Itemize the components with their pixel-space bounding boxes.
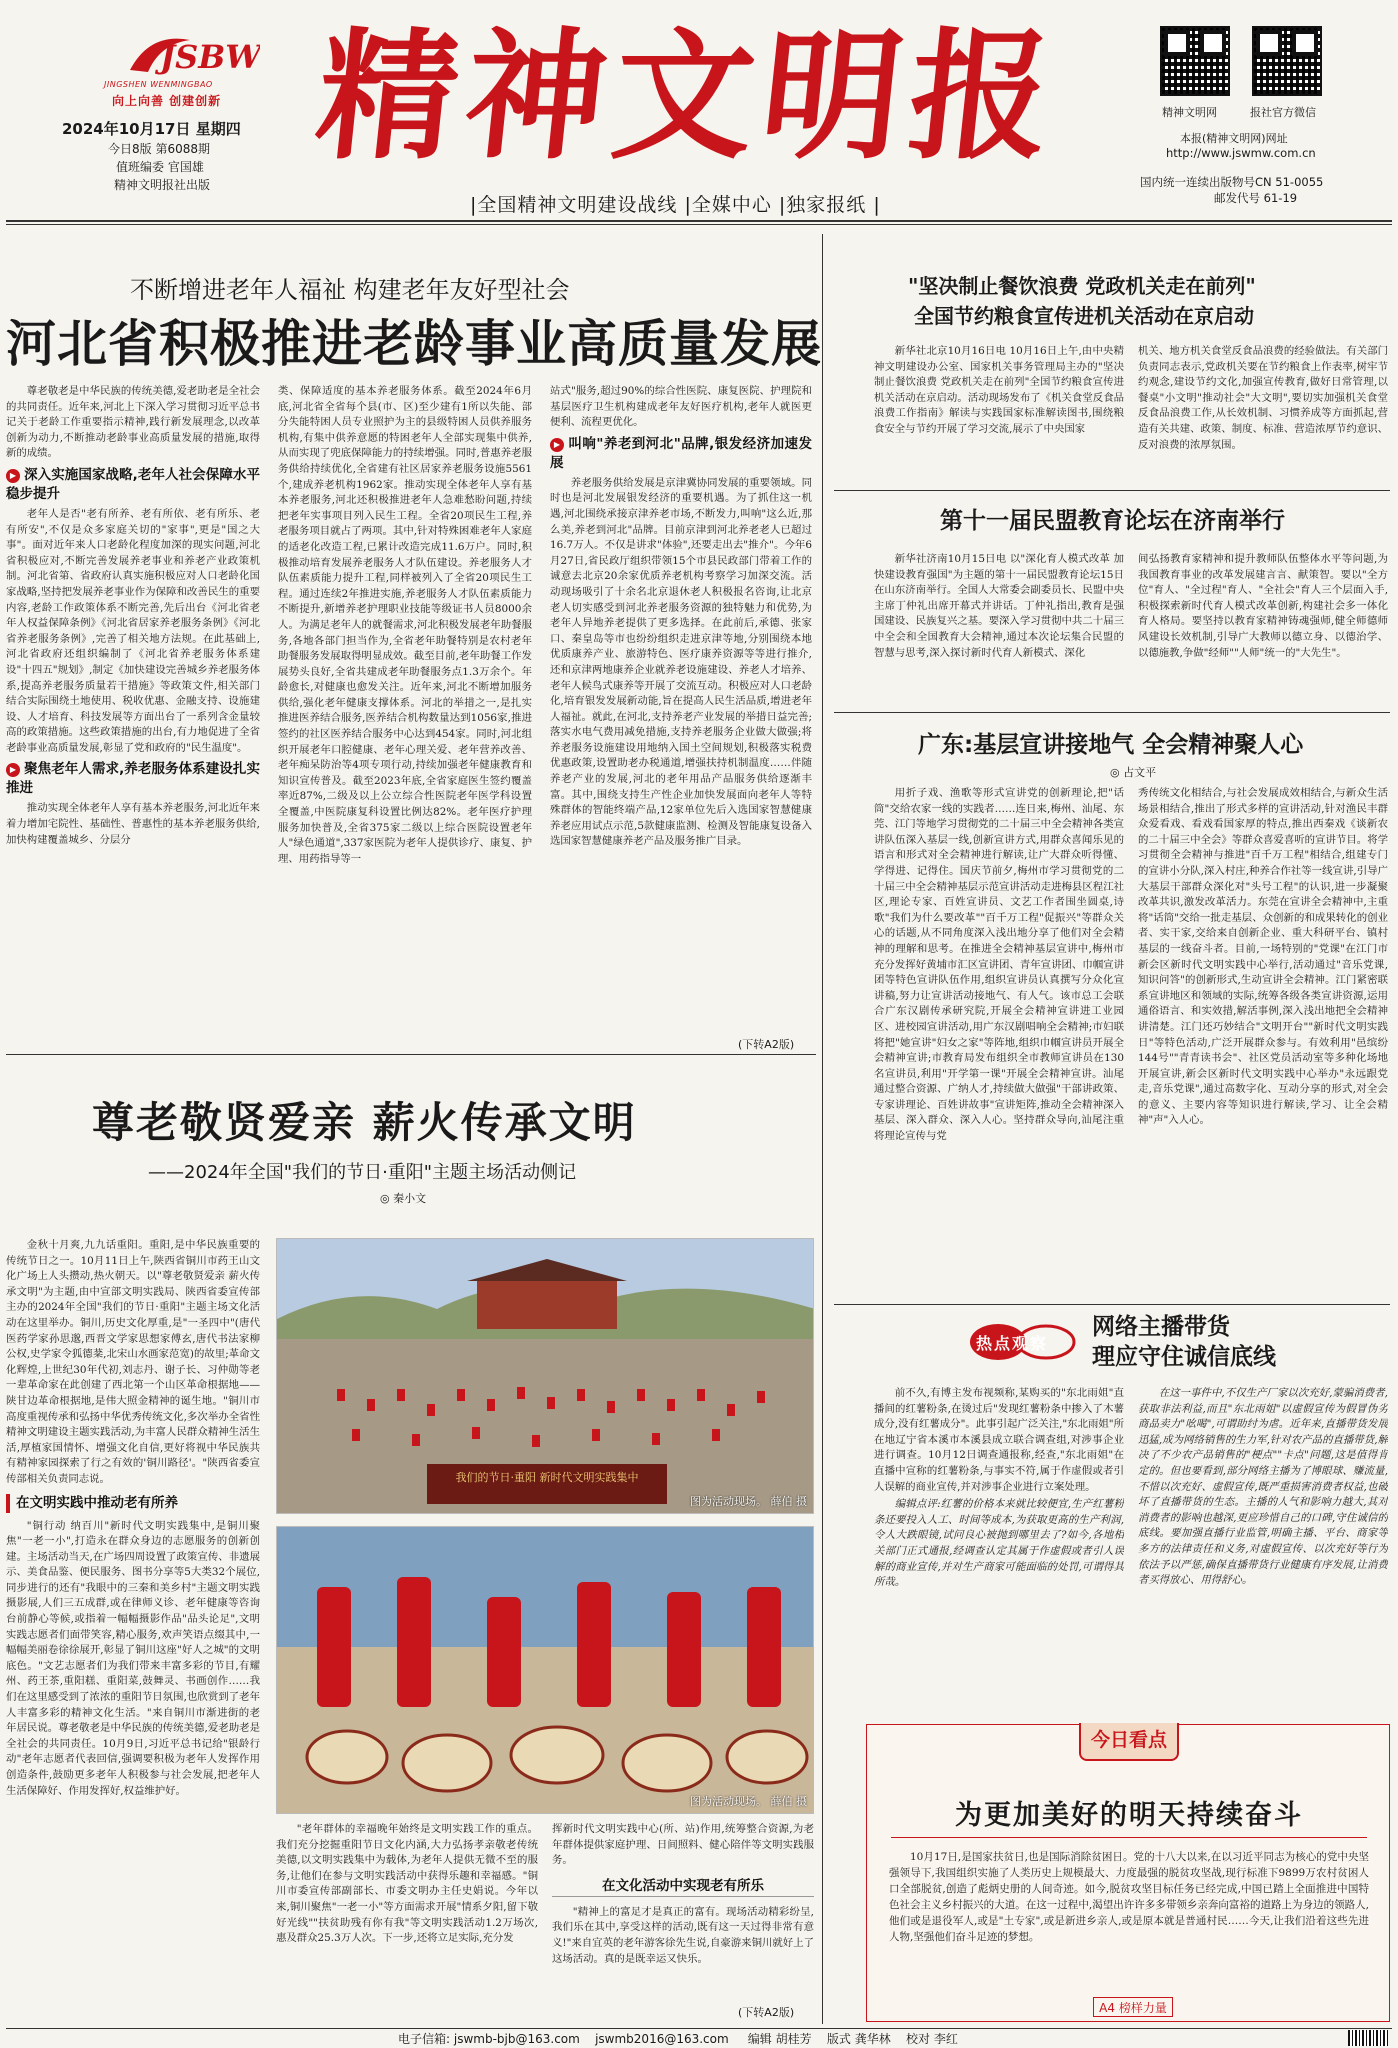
hot-headline-line1: 网络主播带货 bbox=[1092, 1314, 1230, 1340]
website-label: 本报(精神文明网)网址 bbox=[1180, 132, 1288, 145]
qr1-label: 精神文明网 bbox=[1162, 106, 1217, 119]
right3-column-2 bbox=[1138, 786, 1388, 1298]
slogan: 向上向善 创建创新 bbox=[112, 94, 222, 108]
feature-paragraph: "老年群体的幸福晚年始终是文明实践工作的重点。我们充分挖掘重阳节日文化内涵,大力弘扬孝亲敬老传统美德,以文明实践集中为载体,为老年人提供无微不至的服务,让他们在参与文明实践活动中获得乐趣和幸福感。"铜川市委宣传部副部长、市委文明办主任史娟说。今年以来,铜川聚焦"一老一小"等方面需求开展"情系夕阳,留下敬好光线""扶贫助残有你有我"等文明实践活动1.2万场次,惠及群众25.3万人次。下一步,还将立足实际,充分发 bbox=[276, 1823, 538, 1945]
duty-editor: 值班编委 官国雄 bbox=[116, 160, 204, 174]
column-divider bbox=[822, 234, 823, 2024]
right1-headline: 全国节约粮食宣传进机关活动在京启动 bbox=[914, 304, 1254, 328]
hot-paragraph: 在这一事件中,不仅生产厂家以次充好,蒙骗消费者,获取非法利益,而且"东北雨姐"以虚假宣传为假冒伪劣商品卖力"吆喝",可谓助纣为虐。近年来,直播带货发展迅猛,成为网络销售的生力军,针对农产品的直播带货,解决了不少农产品销售的"梗点""卡点"问题,这是值得肯定的。但也要看到,部分网络主播为了博眼球、赚流量,不惜以次充好、虚假宣传,既严重损害消费者权益,也破坏了直播带货的生态。主播的人气和影响力越大,其对消费者的影响也越深,更应珍惜自己的口碑,守住诚信的底线。要加强直播行业监管,明确主播、平台、商家等多方的法律责任和义务,对虚假宣传、以次充好等行为依法予以严惩,确保直播带货行业健康有序发展,让消费者买得放心、用得舒心。 bbox=[1138, 1387, 1388, 1587]
lead-subheading bbox=[550, 435, 812, 473]
right3-paragraph: 秀传统文化相结合,与社会发展成效相结合,与新众生活场景相结合,推出了形式多样的宣讲活动,针对渔民丰群众爱看戏、看戏看国家厚的特点,推出西秦戏《谈新农的二十届三中全会》等群众喜爱喜听的宣讲节目。将学习贯彻全会精神与推进"百千万工程"相结合,组建专门的宣讲小分队,深入村庄,种养合作社等一线宣讲,引导广大基层干部群众深化对"头号工程"的认识,进一步凝聚改革共识,激发改革活力。东莞在宣讲全会精神中,主重将"话筒"交给一批走基层、众创新的和成果转化的创业者、实干家,交给来自创新企业、重大科研平台、镇村基层的一线奋斗者。目前,一场特别的"党课"在江门市新会区新时代文明实践中心举行,活动通过"音乐党课,知识问答"的创新形式,生动宣讲全会精神。江门紧密联系宣讲地区和领域的实际,统筹各级各类宣讲资源,运用通俗语言、和实效措,解活事例,深入浅出地把全会精神讲清楚。江门还巧妙结合"文明开台""新时代文明实践日"等特色活动,广泛开展群众参与。有效利用"邑缤纷144号""青青读书会"、社区党员活动室等多种化场地开展宣讲,新会区新时代文明实践中心举办"永远跟党走,音乐党课",通过高数字化、互动分享的形式,对全会的意义、主要内容等知识进行解读,学习、让全会精神"声"入人心。 bbox=[1138, 787, 1388, 1127]
right2-paragraph: 新华社济南10月15日电 以"深化育人模式改革 加快建设教育强国"为主题的第十一届民盟教育论坛15日在山东济南举行。全国人大常委会副委员长、民盟中央主席丁仲礼出席开幕式并讲话。丁仲礼指出,教育是强国建设、民族复兴之基。要深入学习贯彻中共二十届三中全会和全国教育大会精神,通过本次论坛集合民盟的智慧与思考,深入探讨新时代育人新模式、深化 bbox=[874, 553, 1124, 659]
photo-caption: 图为活动现场。 薛伯 摄 bbox=[690, 1495, 807, 1508]
footer-editor: 胡桂芳 bbox=[775, 2032, 812, 2046]
feature-paragraph: "铜行动 纳百川"新时代文明实践集中,是铜川聚焦"一老一小",打造永在群众身边的志愿服务的创新创建。主场活动当天,在广场四周设置了政策宣传、非遗展示、美食品鉴、便民服务、图书分享等5大类32个展位,同步进行的还有"我眼中的三秦和美乡村"主题文明实践摄影展,人们三五成群,或在律师义诊、老年健康等咨询台前静心等候,或指着一幅幅摄影作品"品头论足",文明实践志愿者们面带笑容,精心服务,欢声笑语点缀其中,一幅幅美丽卷徐徐展开,彰显了铜川这座"好人之城"的文明底色。"文艺志愿者们为我们带来丰富多彩的节目,有耀州、药王茶,重阳糕、重阳菜,鼓舞灵、书画创作……我们在这里感受到了浓浓的重阳节日氛围,也欣赏到了老年人丰富多彩的精神文化生活。"来自铜川市渐进街的老年居民说。尊老敬老是中华民族的传统美德,爱老助老是全社会的共同责任。10月9日,习近平总书记给"银龄行动"老年志愿者代表回信,强调要积极为老年人发挥作用创造条件,鼓励更多老年人积极参与社会发展,把老年人生活保障好、作用发挥好,权益维护好。 bbox=[6, 1519, 260, 1797]
lead-divider bbox=[6, 1054, 816, 1055]
footer-proof-label: 校对 bbox=[906, 2032, 931, 2046]
barcode-icon bbox=[1348, 2030, 1388, 2046]
play-triangle-icon: ▶ bbox=[6, 763, 20, 777]
right1-paragraph: 新华社北京10月16日电 10月16日上午,由中央精神文明建设办公室、国家机关事务管理局主办的"坚决制止餐饮浪费 党政机关走在前列"全国节约粮食宣传进机关活动在京启动。活动现场发布了《机关食堂反食品浪费工作指南》解读与实践国家标准解读图书,围绕粮食安全与节约开展了学习交流,展示了中央国家 bbox=[874, 345, 1124, 435]
today-headline: 为更加美好的明天持续奋斗 bbox=[955, 1800, 1303, 1831]
right1-column-1 bbox=[874, 344, 1124, 480]
lead-subheading-text: 深入实施国家战略,老年人社会保障水平稳步提升 bbox=[6, 466, 260, 502]
lead-column-1 bbox=[6, 384, 260, 1052]
feature-subheading bbox=[6, 1494, 260, 1513]
right3-paragraph: 用折子戏、渔歌等形式宣讲党的创新理论,把"话筒"交给农家一线的实践者……连日来,梅州、汕尾、东莞、江门等地学习贯彻党的二十届三中全会精神各类宣讲队伍深入基层一线,创新宣讲方式,用群众喜闻乐见的语言和形式对全会精神进行解读,让广大群众听得懂、学得进、记得住。国庆节前夕,梅州市学习贯彻党的二十届三中全会精神基层示范宣讲活动走进梅县区程江社区,理论专家、百姓宣讲员、文艺工作者围坐圆桌,诗歌"我们为什么要改革""百千万工程"促振兴"等群众关心的话题,从不同角度深入浅出地分享了他们对全会精神的理解和思考。在推进全会精神基层宣讲中,梅州市充分发挥好黄埔市汇区宣讲团、青年宣讲团、巾帼宣讲团等特色宣讲队伍作用,组织宣讲员认真撰写分众化宣讲稿,努力让宣讲活动接地气、有人气。该市总工会联合广东汉剧传承研究院,开展全会精神宣讲进工业园区、进校园宣讲活动,用广东汉剧唱响全会精神;市妇联将把"她宣讲"妇女之家"等阵地,组织巾帼宣讲员开展全会精神宣讲;市教育局发布组织全市教师宣讲员在130名宣讲员,利用"开学第一课"开展全会精神宣讲。汕尾通过整合资源、广纳人才,持续做大做强"干部讲政策、专家讲理论、百姓讲故事"宣讲矩阵,推动全会精神深入基层、深入群众、深入人心。坚持群众导向,汕尾注重将理论宣传与党 bbox=[874, 787, 1124, 1143]
footer-layout-label: 版式 bbox=[826, 2032, 851, 2046]
post-code: 邮发代号 61-19 bbox=[1214, 191, 1298, 205]
right1-paragraph: 机关、地方机关食堂反食品浪费的经验做法。有关部门负责同志表示,党政机关要在节约粮食上作表率,树牢节约观念,建设节约文化,加强宣传教育,做好日常管理,以餐桌"小文明"推动社会"大文明",要切实加强机关食堂反食品浪费工作,从长效机制、习惯养成等方面抓起,营造有关共建、政策、制度、标准、营造浓厚节约意识、反对浪费的浓厚氛围。 bbox=[1138, 345, 1388, 451]
lead-column-2 bbox=[278, 384, 532, 1052]
masthead bbox=[0, 0, 1398, 220]
right3-column-1 bbox=[874, 786, 1124, 1298]
lead-column-3 bbox=[550, 384, 812, 1034]
festival-photo-2 bbox=[276, 1526, 814, 1814]
feature-subhead: ——2024年全国"我们的节日·重阳"主题主场活动侧记 bbox=[148, 1162, 577, 1183]
feature-paragraph: "精神上的富足才是真正的富有。现场活动精彩纷呈,我们乐在其中,享受这样的活动,既有这一天过得非常有意义!"来自宜英的老年游客徐先生说,自豪游来铜川就好上了这场活动。真的是既幸运又快乐。 bbox=[552, 1905, 814, 1965]
today-badge bbox=[1079, 1723, 1179, 1761]
footer-layout: 龚华林 bbox=[854, 2032, 891, 2046]
feature-headline: 尊老敬贤爱亲 薪火传承文明 bbox=[92, 1098, 637, 1147]
right2-paragraph: 间弘扬教育家精神和提升教师队伍整体水平等问题,为我国教育事业的改革发展建言言、献策智。要以"全方位"育人、"全过程"育人、"全社会"育人三个层面入手,积极探索新时代育人模式改革创新,构建社会多一体化育人格局。要坚持以教育家精神铸魂强师,健全师德师风建设长效机制,引导广大教师以德立身、以德治学、以德施教,争做"经师""人师"统一的"大先生"。 bbox=[1138, 553, 1388, 659]
feature-subheading-text: 在文明实践中推动老有所养 bbox=[16, 1494, 178, 1511]
feature-column-1 bbox=[6, 1238, 260, 2024]
footer-divider bbox=[6, 2028, 1392, 2029]
masthead-divider-thin bbox=[6, 224, 1392, 225]
hot-paragraph: 前不久,有博主发布视频称,某购买的"东北雨姐"直播间的红薯粉条,在烫过后"发现红薯粉条中掺入了木薯成分,没有红薯成分"。此事引起广泛关注,"东北雨姐"所在地辽宁省本溪市本溪县成立联合调查组,对涉事企业进行调查。10月12日调查通报称,经查,"东北雨姐"在直播中宣称的红薯粉条,与事实不符,属于作虚假或者引人误解的商业宣传,并对涉事企业进行立案处理。 bbox=[874, 1387, 1124, 1493]
today-body: 10月17日,是国家扶贫日,也是国际消除贫困日。党的十八大以来,在以习近平同志为核心的党中央坚强领导下,我国组织实施了人类历史上规模最大、力度最强的脱贫攻坚战,现行标准下9899万农村贫困人口全部脱贫,创造了彪炳史册的人间奇迹。如今,脱贫攻坚目标任务已经完成,中国已踏上全面推进中国特色社会主义乡村振兴的大道。在这一过程中,渴望出许许多多带领乡亲奔向富裕的道路上为身边的领路人,他们或是退役军人,或是"土专家",或是新进乡亲人,或是原本就是普通村民……今天,让我们沿着这些先进人物,坚强他们奋斗足迹的梦想。 bbox=[889, 1851, 1369, 1943]
hot-topic-badge bbox=[968, 1318, 1078, 1362]
right2-headline: 第十一届民盟教育论坛在济南举行 bbox=[940, 508, 1285, 534]
section-divider bbox=[834, 490, 1390, 491]
qr-code-wechat[interactable] bbox=[1252, 26, 1322, 96]
lead-paragraph: 养老服务供给发展是京津冀协同发展的重要领域。同时也是河北发展银发经济的重要机遇。为了抓住这一机遇,河北围绕承接京津养老市场,不断发力,叫响"这么近,那么美,养老到河北"品牌。目前京津到河北养老老人已超过16.7万人。不仅是讲求"体验",还要走出去"推介"。今年6月27日,省民政厅组织带领15个市县民政部门带着工作的诚意去北京20余家优质养老机构考察学习加深交流。活动现场吸引了十余名北京退休老人积极报名咨询,让北京老人切实感受到河北养老服务资源的独特魅力和优势,为老年人异地养老提供了更多选择。在此前后,承德、张家口、秦皇岛等市也纷纷组织走进京津等地,分别围绕本地优质康养产业、旅游特色、医疗康养资源等等进行推介,还和京津两地康养企业就养老设施建设、养老人才培养、老年人候鸟式康养等开展了交流互动。积极应对人口老龄化,培育银发发展新动能,旨在提高人民生活品质,增进老年人福祉。就此,在河北,支持养老产业发展的举措日益完善;落实水电气费用减免措施,支持养老服务企业做大做强;将养老服务设施建设用地纳入国土空间规划,积极落实税费优惠政策,设置助老办税通道,增强扶持机制温度……伴随养老产业的发展,河北的老年用品产品服务供给逐渐丰富。其中,围绕支持生产性企业加快发展面向老年人等特殊群体的智能终端产品,12家单位先后入选国家智慧健康养老应用试点示范,5款健康监测、检测及智能康复设备入选国家智慧健康养老产品及服务推广目录。 bbox=[550, 476, 812, 848]
lead-paragraph: 站式"服务,超过90%的综合性医院、康复医院、护理院和基层医疗卫生机构建成老年友好医疗机构,老年人就医更便利、流程更优化。 bbox=[550, 385, 812, 429]
feature-paragraph: 挥新时代文明实践中心(所、站)作用,统筹整合资源,为老年群体提供家庭护理、日间照料、健心陪伴等文明实践服务。 bbox=[552, 1823, 814, 1867]
feature-subheading-text: 在文化活动中实现老有所乐 bbox=[602, 1877, 764, 1894]
right1-kicker: "坚决制止餐饮浪费 党政机关走在前列" bbox=[908, 274, 1256, 298]
feature-byline-text: 秦小文 bbox=[393, 1192, 427, 1205]
section-divider bbox=[834, 1304, 1390, 1305]
feature-paragraph: 金秋十月爽,九九话重阳。重阳,是中华民族重要的传统节日之一。10月11日上午,陕西省铜川市药王山文化广场上人头攒动,热火朝天。以"尊老敬贤爱亲 薪火传承文明"为主题,由中宣部文明实践局、陕西省委宣传部主办的2024年全国"我们的节日·重阳"主题主场文化活动在这里举办。铜川,历史文化厚重,是"一圣四中"(唐代医药学家孙思邈,西晋文学家思想家傅玄,唐代书法家柳公权,史学家令狐德棻,北宋山水画家范宽)的故里;革命文化辉煌,上世纪30年代初,刘志丹、谢子长、习仲勋等老一辈革命家在此创建了西北第一个山区革命根据地——陕甘边革命根据地,是伟大照金精神的诞生地。"铜川市高度重视传承和弘扬中华优秀传统文化,多次举办全省性精神文明建设主题实践活动,为丰富人民群众精神生活生活,厚植家国情怀、增强文化自信,更好将视中华民族共有精神家园探索了行之有效的'铜川路径'。"陕西省委宣传部相关负责同志说。 bbox=[6, 1239, 260, 1485]
play-triangle-icon: ▶ bbox=[550, 438, 564, 452]
logo-pinyin: JINGSHEN WENMINGBAO bbox=[104, 80, 213, 89]
publisher: 精神文明报社出版 bbox=[114, 178, 211, 192]
masthead-tagline: |全国精神文明建设战线 |全媒中心 |独家报纸 | bbox=[470, 194, 881, 216]
footer-proof: 李红 bbox=[933, 2032, 958, 2046]
masthead-divider bbox=[6, 220, 1392, 222]
brand-logo bbox=[120, 30, 260, 82]
website-url[interactable]: http://www.jswmw.com.cn bbox=[1166, 146, 1316, 160]
cn-number: 国内统一连续出版物号CN 51-0055 bbox=[1140, 175, 1324, 189]
hot-topic-badge-text: 热点观察 bbox=[976, 1334, 1049, 1353]
hot-column-1 bbox=[874, 1386, 1124, 1702]
lead-kicker: 不断增进老年人福祉 构建老年友好型社会 bbox=[130, 276, 570, 304]
qr-code-website[interactable] bbox=[1160, 26, 1230, 96]
today-focus-box bbox=[866, 1724, 1390, 2022]
hot-headline-line2: 理应守住诚信底线 bbox=[1092, 1344, 1276, 1370]
festival-photo-1 bbox=[276, 1238, 814, 1514]
issue-number: 今日8版 第6088期 bbox=[108, 142, 210, 156]
lead-subheading bbox=[6, 466, 260, 504]
lead-subheading-text: 叫响"养老到河北"品牌,银发经济加速发展 bbox=[550, 435, 812, 471]
qr2-label: 报社官方微信 bbox=[1250, 106, 1316, 119]
newspaper-title: 精神文明报 bbox=[309, 15, 1067, 179]
right2-column-2 bbox=[1138, 552, 1388, 702]
today-page-ref[interactable]: A4 榜样力量 bbox=[1093, 1997, 1173, 2017]
lead-subheading bbox=[6, 760, 260, 798]
footer bbox=[398, 2030, 958, 2046]
footer-email-1[interactable]: jswmb-bjb@163.com bbox=[453, 2032, 580, 2046]
feature-subheading bbox=[552, 1877, 814, 1897]
lead-continued[interactable]: (下转A2版) bbox=[738, 1038, 795, 1051]
right3-byline: ◎ 占文平 bbox=[1110, 766, 1157, 779]
logo-swoosh-icon bbox=[120, 30, 260, 82]
right2-column-1 bbox=[874, 552, 1124, 702]
stage-banner-text: 我们的节日·重阳 新时代文明实践集中 bbox=[455, 1471, 639, 1484]
lead-paragraph: 尊老敬老是中华民族的传统美德,爱老助老是全社会的共同责任。近年来,河北上下深入学习贯彻习近平总书记关于老龄工作重要指示精神,践行新发展理念,以改革创新为动力,不断推动老龄事业高质量发展的措施,取得新的成绩。 bbox=[6, 385, 260, 460]
feature-byline: ◎ 秦小文 bbox=[380, 1192, 427, 1205]
footer-editor-label: 编辑 bbox=[747, 2032, 772, 2046]
hot-column-2 bbox=[1138, 1386, 1388, 1702]
right1-column-2 bbox=[1138, 344, 1388, 480]
play-triangle-icon: ▶ bbox=[6, 469, 20, 483]
drum-performers-icon bbox=[277, 1527, 814, 1814]
section-divider bbox=[834, 712, 1390, 713]
right3-byline-text: 占文平 bbox=[1123, 766, 1157, 779]
today-badge-text: 今日看点 bbox=[1090, 1729, 1167, 1751]
footer-email-label: 电子信箱: bbox=[398, 2032, 451, 2046]
hot-editor-note: 编辑点评:红薯的价格本来就比较便宜,生产红薯粉条还要投入人工、时间等成本,为获取更高的生产利润,令人大跌眼镜,试问良心被抛到哪里去了?如今,各地相关部门正式通报,经调查认定其属于作虚假或者引人误解的商业宣传,并对生产商家可能面临的处罚,可谓得其所哉。 bbox=[874, 1498, 1124, 1589]
lead-paragraph: 类、保障适度的基本养老服务体系。截至2024年6月底,河北省全省每个县(市、区)至少建有1所以失能、部分失能特困人员专业照护为主的县级特困人员供养服务机构,有集中供养意愿的特困老年人全部实现集中供养,从而实现了兜底保障能力的持续增强。同时,普惠养老服务供给持续优化,全省建有社区居家养老服务设施5561个,建成养老机构1962家。推动实现全体老年人享有基本养老服务,河北还积极推进老年人急难愁盼问题,持续把老年实事项目列入民生工程。全省20项民生工程,养老服务项目就占了两项。其中,针对特殊困难老年人家庭的适老化改造工程,已累计改造完成11.6万户。同时,积极推动培育发展养老服务人才队伍建设。养老服务人才队伍素质能力提升工程,同样被列入了全省20项民生工程。通过连续2年推进实施,养老服务人才队伍素质能力不断提升,新增养老护理职业技能等级证书人员8000余人。为满足老年人的就餐需求,河北积极发展老年助餐服务,各地各部门担当作为,全省老年助餐特别是农村老年助餐服务发展取得明显成效。截至目前,老年助餐工作发展势头良好,全省共建成老年助餐服务点1.3万余个。年龄愈长,对健康也愈发关注。近年来,河北不断增加服务供给,强化老年健康支撑体系。河北的举措之一,是扎实推进医养结合服务,医养结合机构数量达到1056家,推进签约的社区医养结合服务中心达到454家。同时,河北组织开展老年口腔健康、老年心理关爱、老年营养改善、老年痴呆防治等4项专项行动,持续加强老年健康教育和知识宣传普及。截至2023年底,全省家庭医生签约覆盖率近87%,二级及以上公立综合性医院老年医学科设置全覆盖,中医院康复科设置比例达82%。老年医疗护理服务加快普及,全省375家二级以上综合医院设置老年人"绿色通道",337家医院为老年人提供诊疗、康复、护理、用药指导等一 bbox=[278, 385, 532, 865]
issue-date: 2024年10月17日 星期四 bbox=[62, 120, 241, 138]
today-rule bbox=[891, 1837, 1367, 1838]
lead-paragraph: 老年人是否"老有所养、老有所依、老有所乐、老有所安",不仅是众多家庭关切的"家事",更是"国之大事"。面对近年来人口老龄化程度加深的现实问题,河北省积极应对,不断完善发展养老事业和养老产业政策机制。河北省第、省政府认真实施积极应对人口老龄化国家战略,坚持把发展养老事业作为保障和改善民生的重要内容,老龄工作政策体系不断完善,先后出台《河北省老年人权益保障条例》《河北省居家养老服务条例》《河北省养老服务条例》,完善了相关地方法规。在此基础上,河北省政府还组织编制了《河北省养老服务体系建设"十四五"规划》,制定《加快建设完善城乡养老服务体系,提高养老服务质量若干措施》等政策文件,相关部门结合实际围绕土地使用、税收优惠、金融支持、设施建设、人才培育、科技发展等方面出台了一系列含金量较高的政策措施。这些政策措施的出台,有力地促进了全省老龄事业高质量发展,彰显了党和政府的"民生温度"。 bbox=[6, 507, 260, 754]
feature-continued[interactable]: (下转A2版) bbox=[738, 2006, 795, 2019]
feature-column-2 bbox=[276, 1822, 538, 2024]
lead-paragraph: 推动实现全体老年人享有基本养老服务,河北近年来着力增加宅院性、基础性、普惠性的基本养老服务供给,加快构建覆盖城乡、分层分 bbox=[6, 802, 260, 846]
logo-text: JSBW bbox=[160, 38, 260, 76]
photo-caption: 图为活动现场。 薛伯 摄 bbox=[690, 1795, 807, 1808]
lead-subheading-text: 聚焦老年人需求,养老服务体系建设扎实推进 bbox=[6, 761, 260, 797]
feature-column-3 bbox=[552, 1822, 814, 2012]
lead-headline: 河北省积极推进老龄事业高质量发展 bbox=[6, 315, 822, 373]
footer-email-2[interactable]: jswmb2016@163.com bbox=[595, 2032, 729, 2046]
right3-headline: 广东:基层宣讲接地气 全会精神聚人心 bbox=[918, 732, 1304, 758]
